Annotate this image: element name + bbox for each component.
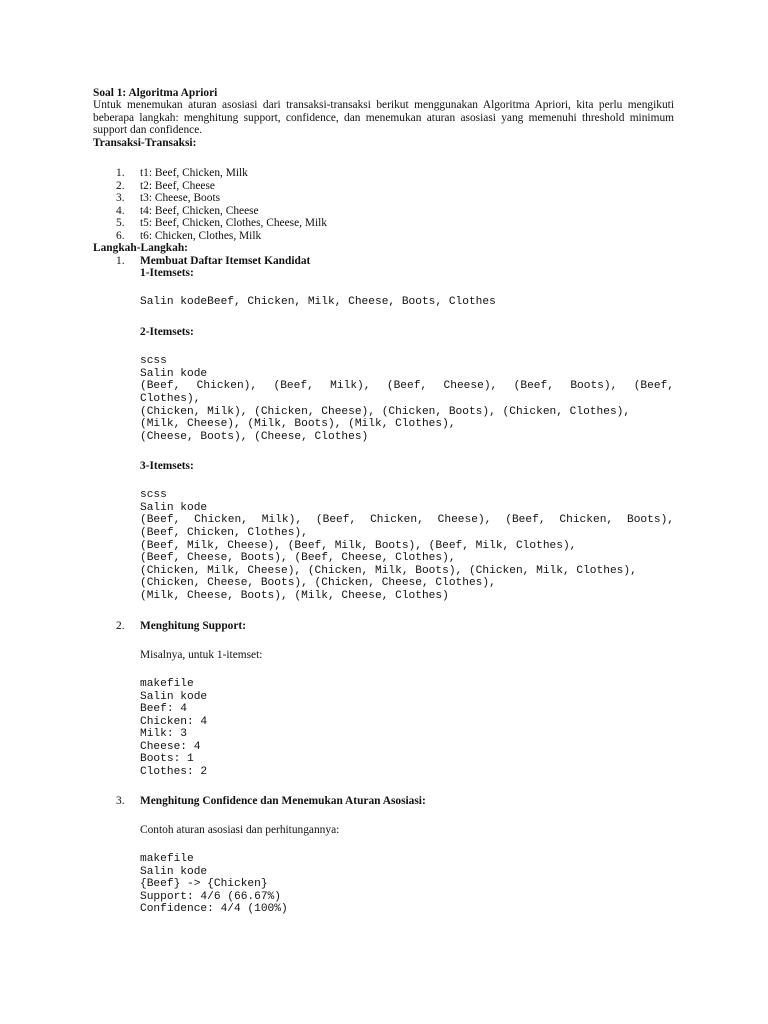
transaction-number: 1. (116, 167, 125, 179)
transaction-number: 5. (116, 217, 125, 229)
itemset-subheading: 2-Itemsets: (140, 326, 194, 338)
transaction-item: t6: Chicken, Clothes, Milk (140, 230, 262, 242)
step-number: 2. (116, 620, 125, 632)
code-block: Clothes), (Chicken, Milk), (Chicken, Cheese), (Chicken, Boots), (Chicken, Clothes), (Milk, Cheese), (Milk, Boots), (Milk, Clothes), (Cheese, Boots), (Cheese, Clothes) (140, 393, 631, 443)
transaction-number: 4. (116, 205, 125, 217)
transaction-item: t4: Beef, Chicken, Cheese (140, 205, 259, 217)
step-text: Misalnya, untuk 1-itemset: (140, 649, 263, 661)
code-block: (Beef, Chicken, Clothes), (Beef, Milk, Cheese), (Beef, Milk, Boots), (Beef, Milk, Clothes), (Beef, Cheese, Boots), (Beef, Cheese, Clothes), (Chicken, Milk, Cheese), (Chicken, Milk, Boots), (Chicken, Milk, Clothes), (Chicken, Cheese, Boots), (Chicken, Cheese, Clothes), (Milk, Cheese, Boots), (Milk, Cheese, Clothes) (140, 527, 637, 602)
step-title: Menghitung Support: (140, 620, 247, 632)
transaction-item: t1: Beef, Chicken, Milk (140, 167, 248, 179)
transaction-item: t5: Beef, Chicken, Clothes, Cheese, Milk (140, 217, 327, 229)
itemset-subheading: 3-Itemsets: (140, 460, 194, 472)
steps-heading: Langkah-Langkah: (93, 242, 188, 254)
step-title: Menghitung Confidence dan Menemukan Aturan Asosiasi: (140, 795, 426, 807)
document-title: Soal 1: Algoritma Apriori (93, 87, 218, 99)
transaction-number: 6. (116, 230, 125, 242)
intro-paragraph: Untuk menemukan aturan asosiasi dari transaksi-transaksi berikut menggunakan Algoritma Apriori, kita perlu mengikuti beberapa langkah: menghitung support, confidence, dan menemukan aturan asosiasi yang memenuhi threshold minimum support dan confidence. (93, 99, 674, 136)
transaction-number: 3. (116, 192, 125, 204)
itemset-subheading: 1-Itemsets: (140, 267, 194, 279)
transactions-heading: Transaksi-Transaksi: (93, 137, 197, 149)
code-line: (Beef, Chicken, Milk), (Beef, Chicken, Cheese), (Beef, Chicken, Boots), (140, 514, 674, 526)
transaction-number: 2. (116, 180, 125, 192)
copy-code-label: Salin kode (140, 368, 208, 380)
code-language-label: scss (140, 355, 167, 367)
code-language-label: scss (140, 489, 167, 501)
code-block: makefile Salin kode {Beef} -> {Chicken} Support: 4/6 (66.67%) Confidence: 4/4 (100%) (140, 853, 288, 915)
copy-code-label: Salin kode (140, 502, 208, 514)
code-block: Salin kodeBeef, Chicken, Milk, Cheese, Boots, Clothes (140, 296, 496, 308)
step-number: 1. (116, 255, 125, 267)
transaction-item: t2: Beef, Cheese (140, 180, 215, 192)
transaction-item: t3: Cheese, Boots (140, 192, 221, 204)
step-text: Contoh aturan asosiasi dan perhitungannya: (140, 824, 340, 836)
step-number: 3. (116, 795, 125, 807)
code-block: makefile Salin kode Beef: 4 Chicken: 4 Milk: 3 Cheese: 4 Boots: 1 Clothes: 2 (140, 678, 208, 778)
step-title: Membuat Daftar Itemset Kandidat (140, 255, 311, 267)
code-line: (Beef, Chicken), (Beef, Milk), (Beef, Cheese), (Beef, Boots), (Beef, (140, 380, 674, 392)
